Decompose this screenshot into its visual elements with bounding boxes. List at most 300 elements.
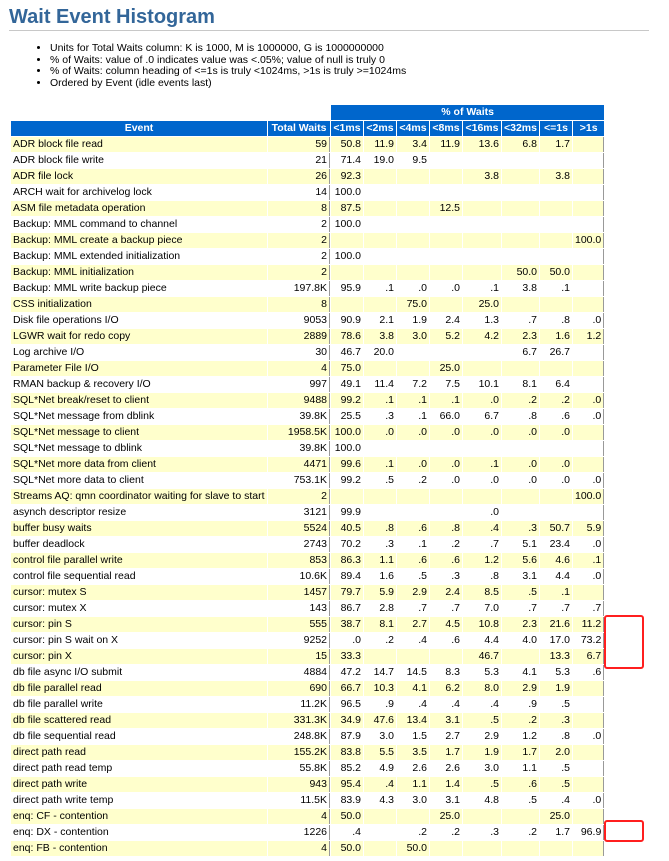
percent-cell: 47.2 [331, 665, 363, 680]
percent-cell [397, 185, 429, 200]
percent-cell [463, 153, 501, 168]
total-waits-cell: 4 [268, 809, 330, 824]
event-name-cell: Backup: MML command to channel [11, 217, 267, 232]
percent-cell: 95.9 [331, 281, 363, 296]
table-row [11, 505, 604, 520]
total-waits-cell: 30 [268, 345, 330, 360]
percent-cell: 4.1 [502, 665, 539, 680]
column-header: <2ms [364, 121, 396, 136]
percent-cell: 26.7 [540, 345, 572, 360]
total-waits-cell: 3121 [268, 505, 330, 520]
percent-cell: .0 [573, 393, 604, 408]
percent-cell: 12.5 [430, 201, 462, 216]
percent-cell: 9.5 [397, 153, 429, 168]
table-row [11, 793, 604, 808]
percent-cell: .2 [430, 537, 462, 552]
percent-cell [397, 809, 429, 824]
total-waits-cell: 14 [268, 185, 330, 200]
table-row [11, 521, 604, 536]
percent-cell [364, 233, 396, 248]
table-row [11, 297, 604, 312]
table-row [11, 649, 604, 664]
event-name-cell: direct path read [11, 745, 267, 760]
percent-cell [540, 249, 572, 264]
percent-cell [502, 505, 539, 520]
percent-cell: .7 [463, 537, 501, 552]
percent-cell: .3 [463, 825, 501, 840]
total-waits-cell: 2 [268, 249, 330, 264]
percent-cell: 5.9 [364, 585, 396, 600]
percent-cell: .5 [540, 761, 572, 776]
percent-cell [573, 777, 604, 792]
percent-cell [540, 201, 572, 216]
total-waits-cell: 2 [268, 489, 330, 504]
column-header: <=1s [540, 121, 572, 136]
percent-cell: 6.2 [430, 681, 462, 696]
percent-cell: 50.0 [331, 841, 363, 856]
percent-cell [573, 457, 604, 472]
percent-cell [364, 201, 396, 216]
total-waits-cell: 11.2K [268, 697, 330, 712]
total-waits-cell: 248.8K [268, 729, 330, 744]
table-row [11, 537, 604, 552]
percent-cell: .7 [397, 601, 429, 616]
table-row [11, 137, 604, 152]
percent-cell: .6 [397, 553, 429, 568]
percent-cell [573, 217, 604, 232]
percent-cell: 25.0 [430, 809, 462, 824]
percent-cell: .0 [573, 729, 604, 744]
percent-cell: 3.0 [364, 729, 396, 744]
total-waits-cell: 11.5K [268, 793, 330, 808]
total-waits-cell: 331.3K [268, 713, 330, 728]
percent-cell: 5.3 [540, 665, 572, 680]
percent-cell: .7 [573, 601, 604, 616]
percent-cell: 2.9 [397, 585, 429, 600]
percent-cell: .1 [397, 537, 429, 552]
column-header: >1s [573, 121, 604, 136]
event-name-cell: Backup: MML extended initialization [11, 249, 267, 264]
percent-cell: 1.7 [502, 745, 539, 760]
percent-cell: .2 [397, 473, 429, 488]
total-waits-cell: 15 [268, 649, 330, 664]
percent-cell: 11.9 [364, 137, 396, 152]
percent-cell [364, 825, 396, 840]
percent-cell: 86.3 [331, 553, 363, 568]
percent-cell: 8.5 [463, 585, 501, 600]
percent-cell [364, 185, 396, 200]
percent-cell [430, 841, 462, 856]
table-row [11, 409, 604, 424]
event-name-cell: direct path read temp [11, 761, 267, 776]
percent-cell [430, 489, 462, 504]
percent-cell: 3.8 [364, 329, 396, 344]
percent-cell: .0 [430, 473, 462, 488]
table-row [11, 697, 604, 712]
percent-cell: .0 [502, 473, 539, 488]
percent-cell [430, 441, 462, 456]
percent-cell: 90.9 [331, 313, 363, 328]
percent-cell: 3.1 [502, 569, 539, 584]
event-name-cell: RMAN backup & recovery I/O [11, 377, 267, 392]
percent-cell [331, 233, 363, 248]
table-row [11, 777, 604, 792]
percent-cell: 1.9 [540, 681, 572, 696]
percent-cell [430, 217, 462, 232]
event-name-cell: Backup: MML initialization [11, 265, 267, 280]
percent-cell: .0 [540, 457, 572, 472]
percent-cell: .1 [364, 281, 396, 296]
percent-cell [573, 713, 604, 728]
percent-cell: .8 [364, 521, 396, 536]
percent-cell [430, 265, 462, 280]
percent-cell [430, 249, 462, 264]
event-name-cell: db file parallel read [11, 681, 267, 696]
total-waits-cell: 2 [268, 233, 330, 248]
percent-cell: 1.7 [540, 137, 572, 152]
percent-cell: 2.6 [397, 761, 429, 776]
percent-cell [502, 297, 539, 312]
percent-cell [573, 745, 604, 760]
percent-cell: .2 [502, 713, 539, 728]
percent-cell: 71.4 [331, 153, 363, 168]
total-waits-cell: 59 [268, 137, 330, 152]
percent-cell [463, 809, 501, 824]
percent-cell: .3 [364, 409, 396, 424]
percent-cell: 100.0 [331, 217, 363, 232]
percent-cell [573, 153, 604, 168]
percent-cell [364, 505, 396, 520]
percent-cell: 5.6 [502, 553, 539, 568]
total-waits-cell: 2743 [268, 537, 330, 552]
total-waits-cell: 555 [268, 617, 330, 632]
percent-cell [502, 809, 539, 824]
percent-cell: .6 [540, 409, 572, 424]
percent-cell: 5.5 [364, 745, 396, 760]
group-header: % of Waits [331, 105, 604, 120]
percent-cell: .2 [364, 633, 396, 648]
table-row [11, 729, 604, 744]
percent-cell: .1 [430, 393, 462, 408]
percent-cell [573, 441, 604, 456]
table-row [11, 473, 604, 488]
percent-cell [397, 489, 429, 504]
percent-cell [430, 169, 462, 184]
percent-cell: .5 [364, 473, 396, 488]
percent-cell: .0 [573, 313, 604, 328]
total-waits-cell: 10.6K [268, 569, 330, 584]
event-name-cell: db file async I/O submit [11, 665, 267, 680]
table-row [11, 281, 604, 296]
table-row [11, 361, 604, 376]
percent-cell: .4 [463, 521, 501, 536]
percent-cell: .3 [364, 537, 396, 552]
percent-cell: .6 [502, 777, 539, 792]
percent-cell: 33.3 [331, 649, 363, 664]
percent-cell [573, 809, 604, 824]
percent-cell: 73.2 [573, 633, 604, 648]
percent-cell: 100.0 [573, 489, 604, 504]
percent-cell: 40.5 [331, 521, 363, 536]
percent-cell [573, 249, 604, 264]
percent-cell: 2.4 [430, 313, 462, 328]
total-waits-cell: 26 [268, 169, 330, 184]
percent-cell: .0 [331, 633, 363, 648]
percent-cell: .3 [540, 713, 572, 728]
percent-cell: .1 [463, 281, 501, 296]
percent-cell: 86.7 [331, 601, 363, 616]
percent-cell: 87.9 [331, 729, 363, 744]
percent-cell: .5 [540, 777, 572, 792]
event-name-cell: cursor: mutex S [11, 585, 267, 600]
percent-cell [540, 185, 572, 200]
event-name-cell: direct path write [11, 777, 267, 792]
note-item: • % of Waits: value of .0 indicates value was <.05%; value of null is truly 0 [50, 55, 669, 67]
percent-cell [573, 361, 604, 376]
percent-cell: .8 [540, 729, 572, 744]
percent-cell [397, 201, 429, 216]
percent-cell [397, 217, 429, 232]
table-row [11, 553, 604, 568]
percent-cell: 1.1 [397, 777, 429, 792]
event-name-cell: ARCH wait for archivelog lock [11, 185, 267, 200]
percent-cell: 6.7 [463, 409, 501, 424]
table-row [11, 393, 604, 408]
event-name-cell: SQL*Net more data from client [11, 457, 267, 472]
percent-cell: 5.2 [430, 329, 462, 344]
percent-cell: 13.3 [540, 649, 572, 664]
percent-cell: 2.7 [397, 617, 429, 632]
percent-cell: 7.2 [397, 377, 429, 392]
percent-cell [502, 649, 539, 664]
event-name-cell: Parameter File I/O [11, 361, 267, 376]
column-header-row [11, 121, 604, 136]
percent-cell: 20.0 [364, 345, 396, 360]
event-name-cell: Backup: MML write backup piece [11, 281, 267, 296]
percent-cell [397, 505, 429, 520]
percent-cell: 1.2 [502, 729, 539, 744]
percent-cell: 2.8 [364, 601, 396, 616]
event-name-cell: db file parallel write [11, 697, 267, 712]
percent-cell: .0 [397, 425, 429, 440]
percent-cell: 1.4 [430, 777, 462, 792]
total-waits-cell: 4 [268, 841, 330, 856]
percent-cell: .3 [502, 521, 539, 536]
table-row [11, 825, 604, 840]
event-name-cell: ADR file lock [11, 169, 267, 184]
percent-cell: 2.6 [430, 761, 462, 776]
percent-cell [540, 505, 572, 520]
event-name-cell: ADR block file write [11, 153, 267, 168]
table-row [11, 713, 604, 728]
percent-cell [502, 233, 539, 248]
percent-cell [430, 153, 462, 168]
column-header: <8ms [430, 121, 462, 136]
percent-cell: 25.0 [430, 361, 462, 376]
event-name-cell: enq: DX - contention [11, 825, 267, 840]
percent-cell: .0 [573, 409, 604, 424]
percent-cell: 6.4 [540, 377, 572, 392]
column-header: <1ms [331, 121, 363, 136]
percent-cell: .1 [364, 457, 396, 472]
percent-cell: 1.7 [540, 825, 572, 840]
percent-cell: 75.0 [397, 297, 429, 312]
total-waits-cell: 4 [268, 361, 330, 376]
table-row [11, 329, 604, 344]
percent-cell: 1.2 [463, 553, 501, 568]
event-name-cell: Backup: MML create a backup piece [11, 233, 267, 248]
percent-cell: 1.2 [573, 329, 604, 344]
percent-cell: .4 [364, 777, 396, 792]
percent-cell: 38.7 [331, 617, 363, 632]
percent-cell: 83.8 [331, 745, 363, 760]
event-name-cell: CSS initialization [11, 297, 267, 312]
percent-cell: 4.4 [540, 569, 572, 584]
table-row [11, 313, 604, 328]
percent-cell: 100.0 [573, 233, 604, 248]
percent-cell: .0 [502, 457, 539, 472]
percent-cell: 3.4 [397, 137, 429, 152]
histogram-table-wrapper [10, 104, 605, 857]
percent-cell: 3.5 [397, 745, 429, 760]
total-waits-cell: 9488 [268, 393, 330, 408]
event-name-cell: Streams AQ: qmn coordinator waiting for slave to start [11, 489, 267, 504]
total-waits-cell: 8 [268, 297, 330, 312]
event-name-cell: SQL*Net message to dblink [11, 441, 267, 456]
percent-cell [364, 265, 396, 280]
percent-cell: 50.0 [397, 841, 429, 856]
percent-cell [573, 169, 604, 184]
percent-cell: 13.6 [463, 137, 501, 152]
total-waits-cell: 4471 [268, 457, 330, 472]
event-name-cell: db file sequential read [11, 729, 267, 744]
event-name-cell: db file scattered read [11, 713, 267, 728]
percent-cell [463, 441, 501, 456]
percent-cell: 25.5 [331, 409, 363, 424]
event-name-cell: Log archive I/O [11, 345, 267, 360]
total-waits-cell: 753.1K [268, 473, 330, 488]
percent-cell [430, 649, 462, 664]
percent-cell: 6.7 [502, 345, 539, 360]
percent-cell [502, 201, 539, 216]
percent-cell [397, 649, 429, 664]
percent-cell: 2.7 [430, 729, 462, 744]
percent-cell: 14.7 [364, 665, 396, 680]
percent-cell [502, 185, 539, 200]
percent-cell [502, 361, 539, 376]
wait-event-histogram-table [10, 104, 605, 857]
percent-cell: 8.0 [463, 681, 501, 696]
percent-cell: .9 [502, 697, 539, 712]
percent-cell: 4.1 [397, 681, 429, 696]
percent-cell: 34.9 [331, 713, 363, 728]
percent-cell [331, 297, 363, 312]
percent-cell: 8.1 [364, 617, 396, 632]
event-name-cell: enq: FB - contention [11, 841, 267, 856]
total-waits-cell: 39.8K [268, 441, 330, 456]
note-item: • % of Waits: column heading of <=1s is truly <1024ms, >1s is truly >=1024ms [50, 66, 669, 78]
percent-cell: .1 [573, 553, 604, 568]
event-name-cell: enq: CF - contention [11, 809, 267, 824]
percent-cell: .0 [430, 425, 462, 440]
table-row [11, 377, 604, 392]
event-name-cell: control file parallel write [11, 553, 267, 568]
event-name-cell: buffer busy waits [11, 521, 267, 536]
total-waits-cell: 5524 [268, 521, 330, 536]
percent-cell: .0 [540, 473, 572, 488]
percent-cell: 46.7 [463, 649, 501, 664]
percent-cell: 49.1 [331, 377, 363, 392]
percent-cell: .2 [540, 393, 572, 408]
percent-cell: 4.2 [463, 329, 501, 344]
percent-cell [573, 697, 604, 712]
percent-cell: .2 [502, 393, 539, 408]
percent-cell [540, 441, 572, 456]
percent-cell: 3.8 [463, 169, 501, 184]
percent-cell: 4.5 [430, 617, 462, 632]
total-waits-cell: 1958.5K [268, 425, 330, 440]
percent-cell: 92.3 [331, 169, 363, 184]
total-waits-cell: 2 [268, 265, 330, 280]
percent-cell: 79.7 [331, 585, 363, 600]
event-name-cell: cursor: pin X [11, 649, 267, 664]
percent-cell [540, 153, 572, 168]
percent-cell: .5 [502, 793, 539, 808]
percent-cell: .7 [502, 313, 539, 328]
percent-cell: 96.5 [331, 697, 363, 712]
percent-cell: 1.5 [397, 729, 429, 744]
percent-cell: 99.9 [331, 505, 363, 520]
percent-cell: 25.0 [463, 297, 501, 312]
percent-cell [573, 265, 604, 280]
table-row [11, 265, 604, 280]
table-row [11, 457, 604, 472]
percent-cell: 75.0 [331, 361, 363, 376]
percent-cell: 47.6 [364, 713, 396, 728]
table-row [11, 185, 604, 200]
percent-cell: 2.3 [502, 617, 539, 632]
percent-cell: 89.4 [331, 569, 363, 584]
percent-cell [364, 809, 396, 824]
column-header: <32ms [504, 122, 537, 134]
percent-cell: 5.1 [502, 537, 539, 552]
percent-cell: .6 [397, 521, 429, 536]
total-waits-cell: 8 [268, 201, 330, 216]
table-row [11, 841, 604, 856]
percent-cell [331, 489, 363, 504]
percent-cell [540, 489, 572, 504]
percent-cell: .0 [573, 569, 604, 584]
table-row [11, 201, 604, 216]
percent-cell: 10.1 [463, 377, 501, 392]
percent-cell [430, 505, 462, 520]
column-header: Event [11, 121, 267, 136]
event-name-cell: buffer deadlock [11, 537, 267, 552]
percent-cell: 100.0 [331, 441, 363, 456]
percent-cell: .0 [502, 425, 539, 440]
percent-cell: .1 [463, 457, 501, 472]
percent-cell [540, 361, 572, 376]
percent-cell [502, 489, 539, 504]
percent-cell: 3.8 [502, 281, 539, 296]
event-name-cell: SQL*Net message from dblink [11, 409, 267, 424]
table-row [11, 489, 604, 504]
header-spacer [11, 105, 330, 120]
percent-cell: 6.8 [502, 137, 539, 152]
percent-cell: 8.3 [430, 665, 462, 680]
table-row [11, 249, 604, 264]
percent-cell: .8 [430, 521, 462, 536]
